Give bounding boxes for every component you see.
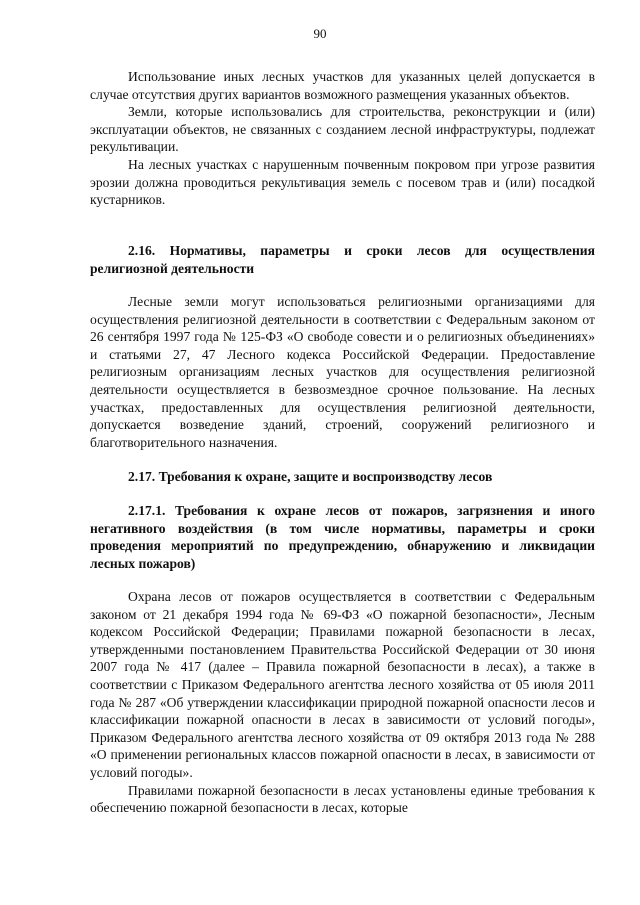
intro-section bbox=[90, 68, 595, 209]
paragraph: На лесных участках с нарушенным почвенным покровом при угрозе развития эрозии должна проводиться рекультивация земель с посевом трав и (или) посадкой кустарников. bbox=[90, 156, 595, 208]
paragraph: Земли, которые использовались для строительства, реконструкции и (или) эксплуатации объектов, не связанных с созданием лесной инфраструктуры, подлежат рекультивации. bbox=[90, 104, 595, 155]
section-paragraph-2-16: Лесные земли могут использоваться религиозными организациями для осуществления религиозной деятельности в соответствии с Федеральным законом от 26 сентября 1997 года № 125-ФЗ «О свободе совести и о религиозных объединениях» и статьями 27, 47 Лесного кодекса Российской Федерации. Предоставление религиозным организациям лесных участков для осуществления религиозной деятельности осуществляется в безвозмездное срочное пользование. На лесных участках, предоставленных для осуществления религиозной деятельности, допускается возведение зданий, строений, сооружений религиозного и благотворительного назначения. bbox=[90, 294, 595, 450]
section-heading-2-17-1: 2.17.1. Требования к охране лесов от пожаров, загрязнения и иного негативного воздействия (в том числе нормативы, параметры и сроки проведения мероприятий по предупреждению, обнаружению и ликвидации лесных пожаров) bbox=[90, 503, 595, 571]
paragraph: Правилами пожарной безопасности в лесах установлены единые требования к обеспечению пожарной безопасности в лесах, которые bbox=[90, 782, 595, 816]
paragraph: Использование иных лесных участков для указанных целей допускается в случае отсутствия других вариантов возможного размещения указанных объектов. bbox=[90, 69, 595, 102]
section-heading-2-16: 2.16. Нормативы, параметры и сроки лесов для осуществления религиозной деятельности bbox=[90, 243, 595, 276]
section-heading-2-17: 2.17. Требования к охране, защите и воспроизводству лесов bbox=[128, 469, 493, 484]
page-number: 90 bbox=[313, 26, 327, 41]
section-body-2-17-1 bbox=[90, 588, 595, 817]
paragraph: Охрана лесов от пожаров осуществляется в соответствии с Федеральным законом от 21 декабря 1994 года № 69-ФЗ «О пожарной безопасности», Лесным кодексом Российской Федерации; Правилами пожарной безопасности в лесах, утвержденными постановлением Правительства Российской Федерации от 30 июня 2007 года № 417 (далее – Правила пожарной безопасности в лесах), а также в соответствии с Приказом Федерального агентства лесного хозяйства от 05 июля 2011 года № 287 «Об утверждении классификации природной пожарной опасности лесов и классификации пожарной опасности в лесах в зависимости от условий погоды», Приказом Федерального агентства лесного хозяйства от 09 октября 2013 года № 288 «О применении региональных классов пожарной опасности в лесах, в зависимости от условий погоды». bbox=[90, 589, 595, 780]
